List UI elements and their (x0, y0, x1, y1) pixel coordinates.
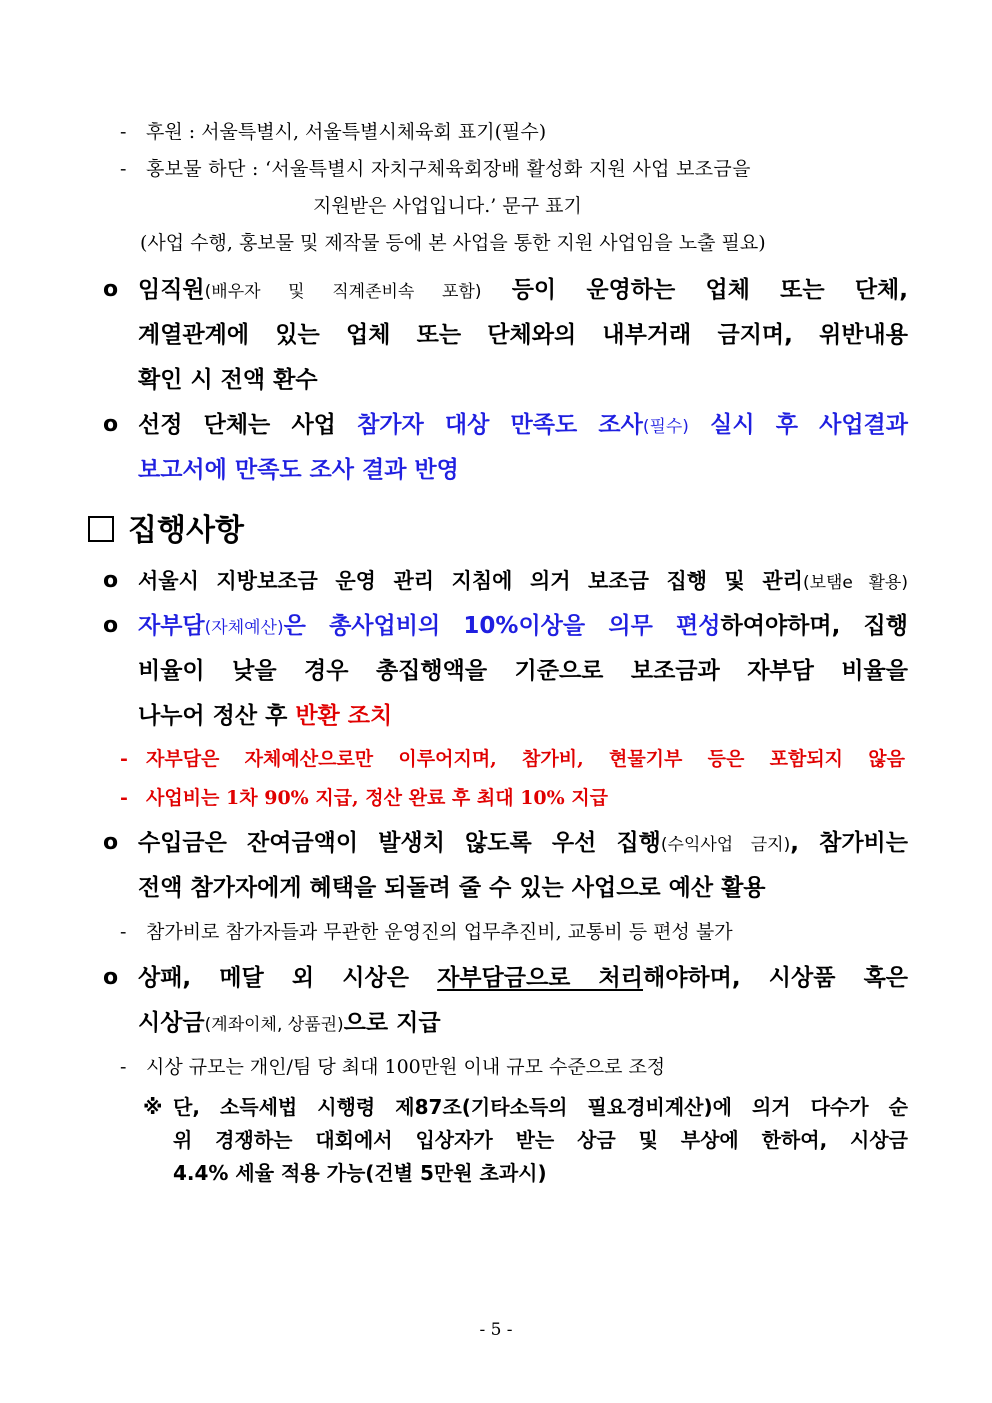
executive-line2 (138, 320, 908, 350)
self-burden-mid: 은 (283, 613, 330, 639)
award-line2 (138, 1008, 441, 1040)
self-burden-bullet (138, 611, 908, 643)
scale-dash-text: 시상 규모는 개인/팀 당 최대 100만원 이내 규모 수준으로 조정 (146, 1056, 666, 1078)
page-number: - 5 - (479, 1320, 513, 1340)
award-line2a: 시상금 (138, 1010, 205, 1036)
award-pre: 상패, 메달 외 시상은 (138, 965, 438, 991)
promo-text: 홍보물 하단 : ‘서울특별시 자치구체육회장배 활성화 지원 사업 보조금을 (146, 158, 751, 180)
executive-scope: (배우자 및 직계존비속 포함) (204, 282, 482, 302)
tax-note-line3-text: 4.4% 세율 적용 가능(건별 5만원 초과시) (173, 1161, 547, 1185)
survey-line2-text: 보고서에 만족도 조사 결과 반영 (138, 457, 459, 483)
survey-bullet (138, 410, 908, 442)
award-line2-small: (계좌이체, 상품권) (204, 1015, 344, 1035)
exposure-note-text: (사업 수행, 홍보물 및 제작물 등에 본 사업을 통한 지원 사업임을 노출 필요) (140, 232, 766, 254)
self-burden-line3-pre: 나누어 정산 후 (138, 703, 296, 729)
tax-note-line1 (173, 1093, 908, 1121)
bullet-marker: o (103, 965, 119, 990)
red-dash-1-text (146, 747, 905, 771)
promo-continued (313, 194, 582, 218)
bullet-marker: o (103, 568, 119, 593)
self-burden-rest: 하여야하며, 집행 (720, 613, 908, 639)
checkbox-square-icon (88, 516, 114, 542)
dash-marker: - (120, 158, 127, 180)
section-heading (88, 512, 244, 550)
income-small: (수익사업 금지) (660, 835, 791, 855)
tax-note-line2 (173, 1126, 908, 1154)
self-burden-line3 (138, 701, 392, 731)
self-burden-term: 자부담 (138, 613, 205, 639)
dash-marker: - (120, 1056, 127, 1078)
promo-cont-text: 지원받은 사업입니다.’ 문구 표기 (313, 195, 582, 217)
sponsor-text: 후원 : 서울특별시, 서울특별시체육회 표기(필수) (146, 121, 547, 143)
executive-line2-text: 계열관계에 있는 업체 또는 단체와의 내부거래 금지며, 위반내용 (138, 322, 908, 348)
dash-marker: - (120, 921, 127, 943)
exposure-note (140, 231, 766, 255)
income-line2-text: 전액 참가자에게 혜택을 되돌려 줄 수 있는 사업으로 예산 활용 (138, 875, 766, 901)
red-dash-2-text: 사업비는 1차 90% 지급, 정산 완료 후 최대 10% 지급 (146, 787, 609, 809)
executive-line3-text: 확인 시 전액 환수 (138, 367, 318, 393)
survey-required: (필수) (642, 417, 689, 437)
survey-pre: 선정 단체는 사업 (138, 412, 358, 438)
bullet-marker: o (103, 830, 119, 855)
self-burden-rate: 총사업비의 10%이상을 의무 편성 (329, 613, 721, 639)
bullet-marker: o (103, 613, 119, 638)
survey-highlight: 참가자 대상 만족도 조사 (357, 412, 643, 438)
executive-term: 임직원 (138, 277, 205, 303)
fee-dash-text: 참가비로 참가자들과 무관한 운영진의 업무추진비, 교통비 등 편성 불가 (146, 921, 733, 943)
section-title: 집행사항 (128, 513, 244, 548)
self-burden-line2-text: 비율이 낮을 경우 총집행액을 기준으로 보조금과 자부담 비율을 (138, 658, 908, 684)
income-bullet (138, 828, 908, 860)
survey-highlight-rest: 실시 후 사업결과 (688, 412, 908, 438)
dash-marker: - (120, 787, 128, 809)
dash-marker: - (120, 748, 128, 770)
executive-line3 (138, 365, 318, 395)
tax-note-line2-text: 위 경쟁하는 대회에서 입상자가 받는 상금 및 부상에 한하여, 시상금 (173, 1128, 908, 1152)
red-dash-1-label: 자부담은 자체예산으로만 이루어지며, 참가비, 현물기부 등은 포함되지 않음 (146, 748, 905, 770)
bullet-marker: o (103, 277, 119, 302)
bullet-marker: o (103, 412, 119, 437)
reference-mark-icon: ※ (143, 1095, 163, 1119)
refund-action: 반환 조치 (295, 703, 393, 729)
income-pre: 수입금은 잔여금액이 발생치 않도록 우선 집행 (138, 830, 661, 856)
guideline-small: (보탬e 활용) (802, 573, 908, 593)
self-burden-scope: (자체예산) (204, 618, 284, 638)
award-underline: 자부담금으로 처리 (437, 965, 643, 991)
dash-marker: - (120, 121, 127, 143)
award-line2b: 으로 지급 (343, 1010, 441, 1036)
survey-line2 (138, 455, 459, 485)
award-rest: 해야하며, 시상품 혹은 (643, 965, 908, 991)
executive-rest: 등이 운영하는 업체 또는 단체, (481, 277, 909, 303)
guideline-text: 서울시 지방보조금 운영 관리 지침에 의거 보조금 집행 및 관리 (138, 569, 803, 593)
income-line2 (138, 873, 766, 903)
tax-note-line1-text: 단, 소득세법 시행령 제87조(기타소득의 필요경비계산)에 의거 다수가 순 (173, 1095, 908, 1119)
award-bullet (138, 963, 908, 993)
income-rest: , 참가비는 (790, 830, 908, 856)
executive-bullet (138, 275, 908, 307)
guideline-bullet (138, 566, 908, 598)
tax-note-line3 (173, 1159, 547, 1187)
self-burden-line2 (138, 656, 908, 686)
